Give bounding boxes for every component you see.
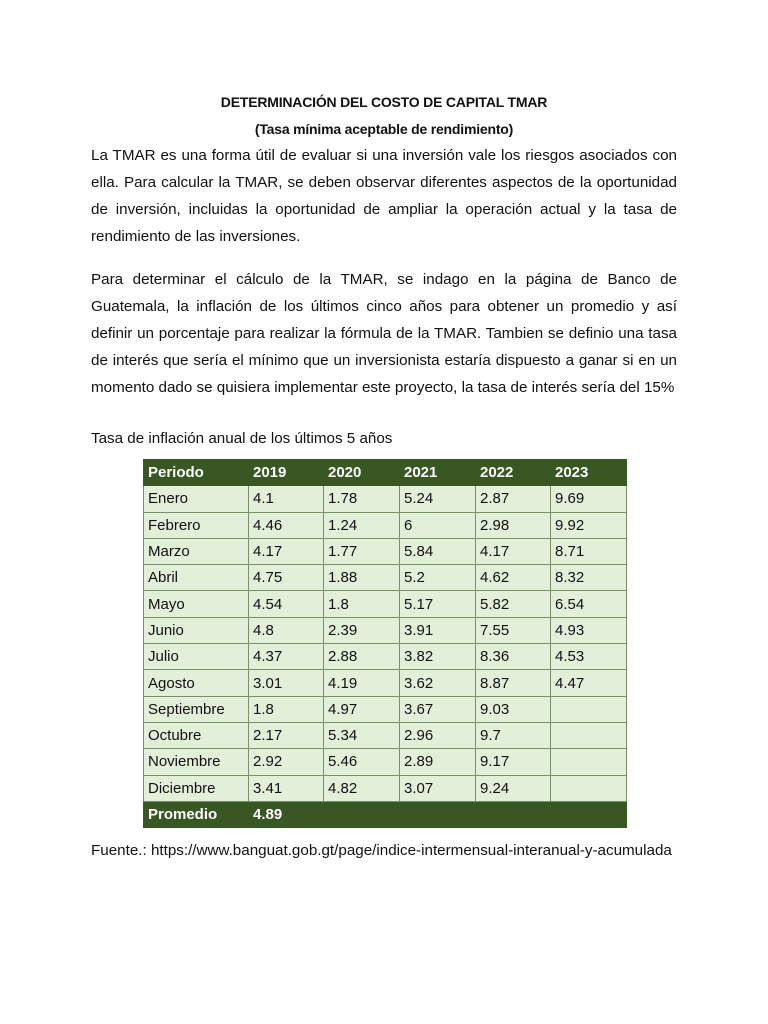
value-cell: 4.19: [324, 670, 400, 696]
value-cell: 5.82: [476, 591, 551, 617]
value-cell: 3.41: [249, 775, 324, 801]
header-cell: 2020: [324, 460, 400, 486]
value-cell: 2.98: [476, 512, 551, 538]
value-cell: 6.54: [551, 591, 627, 617]
value-cell: 2.87: [476, 486, 551, 512]
table-footer-row: [144, 801, 627, 827]
month-cell: Marzo: [144, 538, 249, 564]
header-cell: 2019: [249, 460, 324, 486]
value-cell: 4.46: [249, 512, 324, 538]
footer-empty-cell: [551, 801, 627, 827]
value-cell: 2.92: [249, 749, 324, 775]
average-value: 4.89: [249, 801, 324, 827]
value-cell: 4.53: [551, 644, 627, 670]
value-cell: 4.54: [249, 591, 324, 617]
value-cell: 1.8: [249, 696, 324, 722]
month-cell: Noviembre: [144, 749, 249, 775]
month-cell: Junio: [144, 617, 249, 643]
value-cell: [551, 696, 627, 722]
table-header-row: [144, 460, 627, 486]
month-cell: Julio: [144, 644, 249, 670]
value-cell: 1.24: [324, 512, 400, 538]
month-cell: Septiembre: [144, 696, 249, 722]
value-cell: 5.17: [400, 591, 476, 617]
value-cell: 9.24: [476, 775, 551, 801]
value-cell: 2.88: [324, 644, 400, 670]
value-cell: 5.34: [324, 722, 400, 748]
table-row: [144, 670, 627, 696]
value-cell: 4.17: [476, 538, 551, 564]
value-cell: 4.1: [249, 486, 324, 512]
value-cell: 4.97: [324, 696, 400, 722]
value-cell: 9.17: [476, 749, 551, 775]
source-citation: Fuente.: https://www.banguat.gob.gt/page/indice-intermensual-interanual-y-acumulada: [91, 842, 672, 859]
value-cell: 8.87: [476, 670, 551, 696]
header-cell: 2023: [551, 460, 627, 486]
value-cell: 4.62: [476, 565, 551, 591]
document-title: DETERMINACIÓN DEL COSTO DE CAPITAL TMAR: [220, 94, 548, 110]
value-cell: 8.71: [551, 538, 627, 564]
value-cell: 3.07: [400, 775, 476, 801]
value-cell: 8.32: [551, 565, 627, 591]
value-cell: 3.82: [400, 644, 476, 670]
table-row: [144, 696, 627, 722]
paragraph-2: Para determinar el cálculo de la TMAR, se indago en la página de Banco de Guatemala, la inflación de los últimos cinco años para obtener un promedio y así definir un porcentaje para realizar la fórmula de la TMAR. Tambien se definio una tasa de interés que sería el mínimo que un inversionista estaría dispuesto a ganar si en un momento dado se quisiera implementar este proyecto, la tasa de interés sería del 15%: [91, 271, 677, 396]
month-cell: Enero: [144, 486, 249, 512]
table-row: [144, 565, 627, 591]
footer-empty-cell: [400, 801, 476, 827]
table-body: [144, 486, 627, 802]
value-cell: 1.8: [324, 591, 400, 617]
table-row: [144, 775, 627, 801]
month-cell: Agosto: [144, 670, 249, 696]
value-cell: 5.46: [324, 749, 400, 775]
value-cell: 9.69: [551, 486, 627, 512]
value-cell: [551, 775, 627, 801]
value-cell: 1.78: [324, 486, 400, 512]
header-cell: Periodo: [144, 460, 249, 486]
value-cell: 1.77: [324, 538, 400, 564]
value-cell: 5.2: [400, 565, 476, 591]
month-cell: Mayo: [144, 591, 249, 617]
month-cell: Octubre: [144, 722, 249, 748]
value-cell: 1.88: [324, 565, 400, 591]
value-cell: 2.96: [400, 722, 476, 748]
value-cell: [551, 722, 627, 748]
footer-empty-cell: [324, 801, 400, 827]
table-caption: Tasa de inflación anual de los últimos 5 años: [91, 430, 393, 447]
value-cell: 4.75: [249, 565, 324, 591]
table-row: [144, 749, 627, 775]
value-cell: 4.17: [249, 538, 324, 564]
average-label: Promedio: [144, 801, 249, 827]
value-cell: 4.8: [249, 617, 324, 643]
table-row: [144, 512, 627, 538]
table-row: [144, 644, 627, 670]
value-cell: 9.03: [476, 696, 551, 722]
value-cell: 4.82: [324, 775, 400, 801]
document-subtitle: (Tasa mínima aceptable de rendimiento): [254, 121, 514, 137]
value-cell: 2.89: [400, 749, 476, 775]
value-cell: 4.93: [551, 617, 627, 643]
header-cell: 2022: [476, 460, 551, 486]
value-cell: 8.36: [476, 644, 551, 670]
month-cell: Diciembre: [144, 775, 249, 801]
value-cell: 4.37: [249, 644, 324, 670]
value-cell: 9.92: [551, 512, 627, 538]
month-cell: Febrero: [144, 512, 249, 538]
value-cell: 9.7: [476, 722, 551, 748]
header-cell: 2021: [400, 460, 476, 486]
value-cell: 2.17: [249, 722, 324, 748]
value-cell: 5.24: [400, 486, 476, 512]
value-cell: [551, 749, 627, 775]
month-cell: Abril: [144, 565, 249, 591]
value-cell: 6: [400, 512, 476, 538]
value-cell: 3.62: [400, 670, 476, 696]
value-cell: 3.01: [249, 670, 324, 696]
value-cell: 3.91: [400, 617, 476, 643]
paragraph-1: La TMAR es una forma útil de evaluar si una inversión vale los riesgos asociados con ella. Para calcular la TMAR, se deben observar diferentes aspectos de la oportunidad de inversión, incluidas la oportunidad de ampliar la operación actual y la tasa de rendimiento de las inversiones.: [91, 147, 677, 245]
value-cell: 3.67: [400, 696, 476, 722]
table-row: [144, 617, 627, 643]
table-row: [144, 486, 627, 512]
table-row: [144, 722, 627, 748]
table-row: [144, 538, 627, 564]
value-cell: 7.55: [476, 617, 551, 643]
inflation-table: [143, 459, 627, 828]
table-row: [144, 591, 627, 617]
value-cell: 4.47: [551, 670, 627, 696]
footer-empty-cell: [476, 801, 551, 827]
value-cell: 2.39: [324, 617, 400, 643]
value-cell: 5.84: [400, 538, 476, 564]
